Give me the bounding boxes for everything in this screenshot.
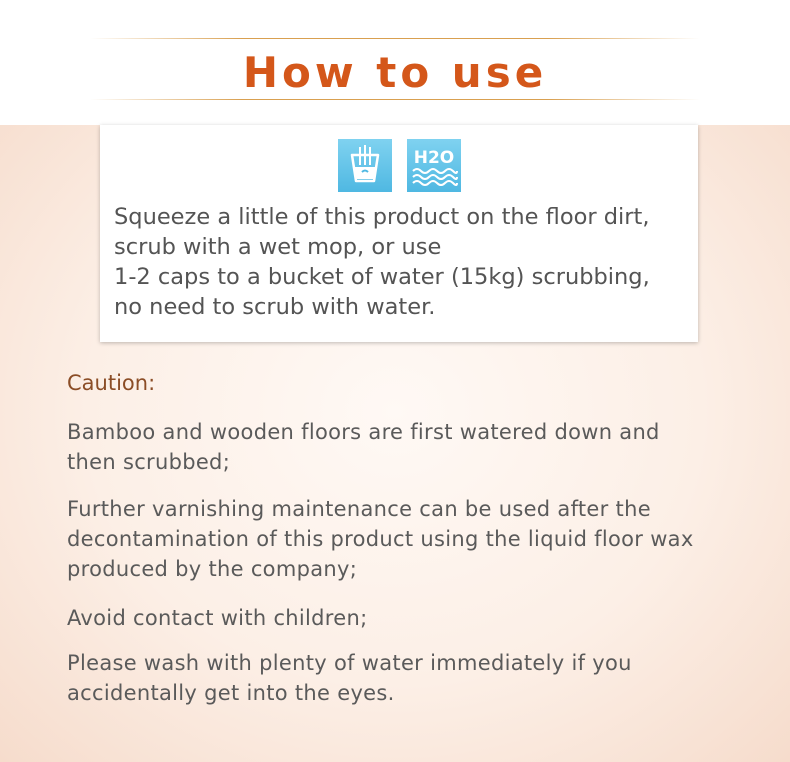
instructions-card xyxy=(100,125,698,342)
page-header xyxy=(0,0,790,125)
instruction-line: scrub with a wet mop, or use xyxy=(114,234,442,260)
caution-item: Further varnishing maintenance can be used after the decontamination of this product using the liquid floor wax produced by the company; xyxy=(67,497,694,581)
top-decorative-rule xyxy=(90,38,700,39)
instruction-line: no need to scrub with water. xyxy=(114,294,436,320)
bottom-decorative-rule xyxy=(90,99,700,100)
instructions-text xyxy=(114,202,689,322)
h2o-label: H2O xyxy=(413,148,455,168)
instruction-line: Squeeze a little of this product on the floor dirt, xyxy=(114,204,650,230)
h2o-water-icon xyxy=(407,139,461,192)
page-title: How to use xyxy=(242,48,548,97)
caution-heading: Caution: xyxy=(67,371,156,395)
caution-item: Please wash with plenty of water immediately if you accidentally get into the eyes. xyxy=(67,651,632,705)
instruction-line: 1-2 caps to a bucket of water (15kg) scrubbing, xyxy=(114,264,650,290)
content-area xyxy=(0,125,790,762)
caution-item: Avoid contact with children; xyxy=(67,606,368,630)
bucket-water-icon xyxy=(338,139,392,192)
caution-item: Bamboo and wooden floors are first watered down and then scrubbed; xyxy=(67,420,660,474)
